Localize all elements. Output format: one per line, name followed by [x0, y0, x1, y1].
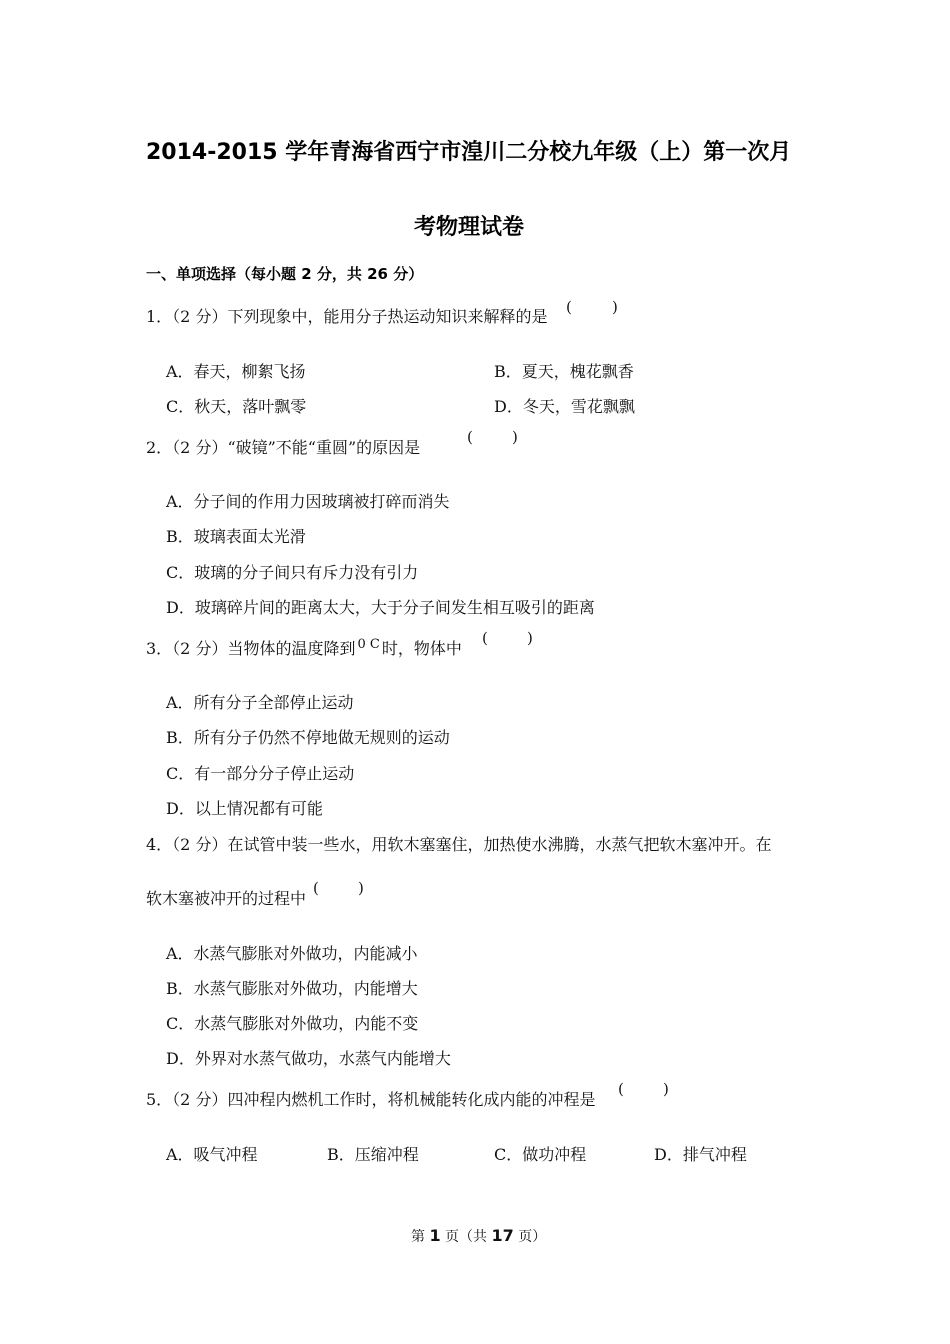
page-title-line-1: 2014-2015 学年青海省西宁市湟川二分校九年级（上）第一次月: [146, 140, 792, 165]
question-3-stem-before: 3．（2 分）当物体的温度降到: [146, 639, 356, 658]
question-1-option-c: C．秋天，落叶飘零: [166, 397, 307, 416]
question-4-option-c: C．水蒸气膨胀对外做功，内能不变: [166, 1014, 419, 1033]
answer-paren-right: ): [512, 428, 518, 446]
answer-paren-left: (: [467, 428, 473, 446]
answer-paren-right: ): [612, 298, 618, 316]
question-3-option-b: B．所有分子仍然不停地做无规则的运动: [166, 728, 450, 747]
footer-middle: 页（共: [440, 1229, 492, 1245]
answer-paren-left: (: [566, 298, 572, 316]
question-4-stem-line-1: 4．（2 分）在试管中装一些水，用软木塞塞住，加热使水沸腾，水蒸气把软木塞冲开。在: [146, 835, 772, 854]
page-footer: [411, 1226, 546, 1246]
question-4-option-a: A．水蒸气膨胀对外做功，内能减小: [166, 944, 418, 963]
question-2-option-a: A．分子间的作用力因玻璃被打碎而消失: [166, 492, 450, 511]
question-5-option-a: A．吸气冲程: [166, 1145, 258, 1164]
question-5-option-c: C．做功冲程: [494, 1145, 587, 1164]
question-3-option-d: D．以上情况都有可能: [166, 799, 323, 818]
question-1-option-a: A．春天，柳絮飞扬: [166, 362, 306, 381]
answer-paren-left: (: [618, 1080, 624, 1098]
page-title-line-2: 考物理试卷: [414, 215, 525, 240]
answer-paren-left: (: [482, 629, 488, 647]
question-3-option-a: A．所有分子全部停止运动: [166, 693, 354, 712]
footer-suffix: 页）: [513, 1229, 547, 1245]
question-4-stem-line-2: 软木塞被冲开的过程中: [146, 889, 307, 908]
question-2-option-c: C．玻璃的分子间只有斥力没有引力: [166, 563, 419, 582]
total-pages: 17: [491, 1226, 514, 1245]
answer-paren-left: (: [313, 879, 319, 897]
footer-prefix: 第: [411, 1229, 430, 1245]
page-number: 1: [429, 1226, 441, 1245]
answer-paren-right: ): [663, 1080, 669, 1098]
question-4-option-d: D．外界对水蒸气做功，水蒸气内能增大: [166, 1049, 451, 1068]
question-5-stem: 5．（2 分）四冲程内燃机工作时，将机械能转化成内能的冲程是: [146, 1090, 596, 1109]
question-2-option-b: B．玻璃表面太光滑: [166, 527, 306, 546]
question-4-option-b: B．水蒸气膨胀对外做功，内能增大: [166, 979, 418, 998]
question-1-option-b: B．夏天，槐花飘香: [494, 362, 634, 381]
question-5-option-b: B．压缩冲程: [327, 1145, 419, 1164]
temperature-value: 0 C: [357, 637, 380, 652]
question-3-option-c: C．有一部分分子停止运动: [166, 764, 355, 783]
answer-paren-right: ): [358, 879, 364, 897]
question-3-stem-after: 时，物体中: [381, 639, 462, 658]
question-1-option-d: D．冬天，雪花飘飘: [494, 397, 635, 416]
answer-paren-right: ): [527, 629, 533, 647]
question-5-option-d: D．排气冲程: [654, 1145, 747, 1164]
question-2-option-d: D．玻璃碎片间的距离太大，大于分子间发生相互吸引的距离: [166, 598, 595, 617]
question-3-stem: [146, 636, 462, 659]
section-heading: 一、单项选择（每小题 2 分，共 26 分）: [146, 265, 424, 283]
question-1-stem: 1．（2 分）下列现象中，能用分子热运动知识来解释的是: [146, 307, 548, 326]
question-2-stem: 2．（2 分）“破镜”不能“重圆”的原因是: [146, 438, 421, 457]
